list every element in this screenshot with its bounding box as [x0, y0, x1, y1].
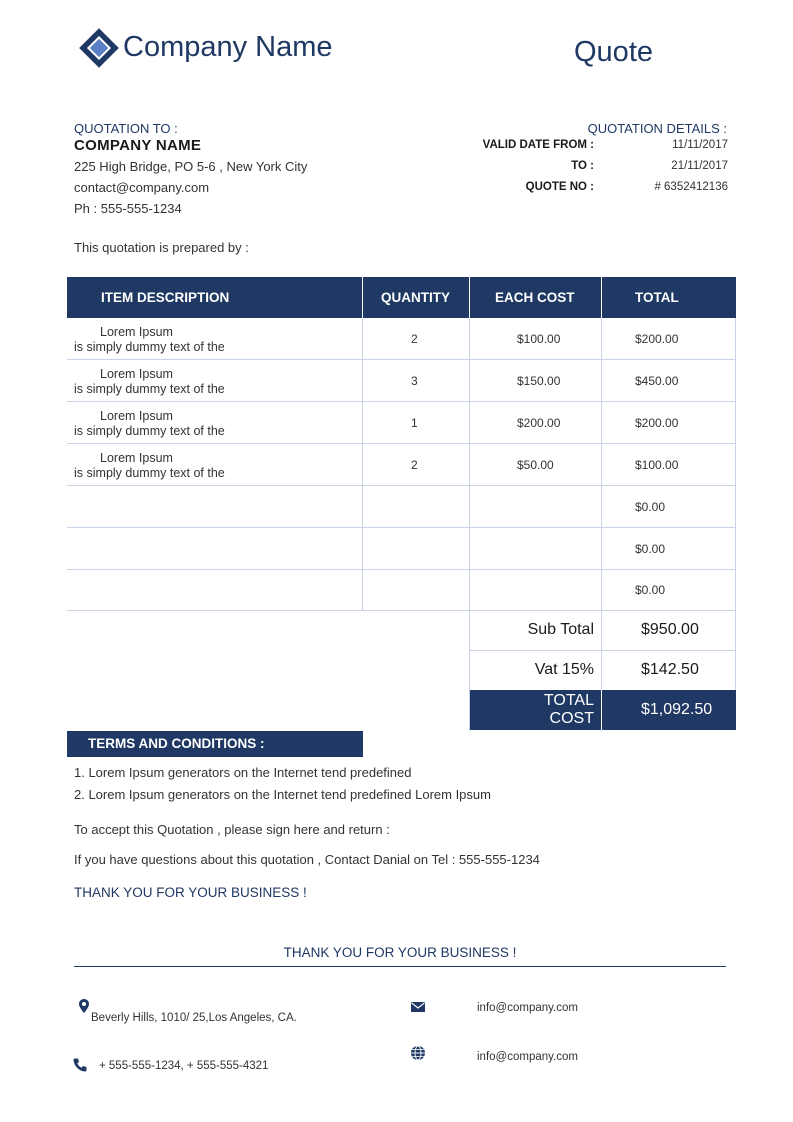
grand-total-box: [470, 690, 736, 730]
globe-icon: [410, 1045, 426, 1061]
table-row: [67, 528, 736, 570]
detail-value: 21/11/2017: [671, 160, 728, 172]
vat-label: Vat 15%: [534, 661, 594, 678]
grand-total-label: TOTAL COST: [543, 692, 594, 727]
header-each-cost: EACH COST: [495, 290, 575, 305]
item-name: Lorem Ipsum: [100, 325, 173, 339]
item-quantity: 2: [411, 458, 418, 472]
item-each-cost: $150.00: [517, 374, 561, 388]
item-name: Lorem Ipsum: [100, 451, 173, 465]
item-quantity: 1: [411, 416, 418, 430]
prepared-by-text: This quotation is prepared by :: [74, 240, 249, 255]
table-row: [67, 444, 736, 486]
item-description: is simply dummy text of the: [74, 466, 225, 480]
footer-phones: + 555-555-1234, + 555-555-4321: [99, 1060, 269, 1072]
company-name-heading: Company Name: [123, 31, 333, 63]
footer-thank-you: THANK YOU FOR YOUR BUSINESS !: [283, 945, 517, 960]
detail-key: VALID DATE FROM :: [482, 139, 594, 151]
location-pin-icon: [76, 998, 92, 1014]
phone-icon: [72, 1057, 88, 1073]
detail-value: # 6352412136: [654, 181, 728, 193]
item-each-cost: $100.00: [517, 332, 561, 346]
detail-key: QUOTE NO :: [525, 181, 594, 193]
item-total: $200.00: [635, 332, 679, 346]
table-row: [67, 360, 736, 402]
diamond-logo-icon: [78, 27, 120, 69]
item-quantity: 3: [411, 374, 418, 388]
detail-value: 11/11/2017: [672, 139, 728, 151]
header-item-description: ITEM DESCRIPTION: [101, 290, 230, 305]
item-description: is simply dummy text of the: [74, 340, 225, 354]
item-total: $0.00: [635, 583, 666, 597]
subtotal-value: $950.00: [641, 621, 699, 638]
questions-text: If you have questions about this quotation , Contact Danial on Tel : 555-555-1234: [74, 852, 540, 867]
document-title: Quote: [574, 36, 653, 68]
client-company-name: COMPANY NAME: [74, 137, 202, 154]
footer-divider: [74, 966, 726, 967]
item-name: Lorem Ipsum: [100, 409, 173, 423]
table-row: [67, 486, 736, 528]
terms-heading: TERMS AND CONDITIONS :: [67, 731, 363, 757]
header-total: TOTAL: [635, 290, 679, 305]
item-description: is simply dummy text of the: [74, 382, 225, 396]
quotation-to-label: QUOTATION TO :: [74, 121, 178, 136]
detail-row-valid-from: [440, 139, 728, 155]
item-total: $200.00: [635, 416, 679, 430]
footer-email: info@company.com: [477, 1002, 578, 1014]
item-each-cost: $200.00: [517, 416, 561, 430]
client-address: 225 High Bridge, PO 5-6 , New York City: [74, 159, 308, 174]
table-header: [67, 277, 736, 318]
item-total: $0.00: [635, 542, 666, 556]
item-quantity: 2: [411, 332, 418, 346]
table-row: [67, 402, 736, 444]
vat-value: $142.50: [641, 661, 699, 678]
detail-key: TO :: [571, 160, 594, 172]
subtotal-label: Sub Total: [527, 621, 594, 638]
client-phone: Ph : 555-555-1234: [74, 201, 182, 216]
footer-website: info@company.com: [477, 1051, 578, 1063]
table-row: [67, 318, 736, 360]
footer-address: Beverly Hills, 1010/ 25,Los Angeles, CA.: [91, 1012, 297, 1024]
terms-item-2: 2. Lorem Ipsum generators on the Internet tend predefined Lorem Ipsum: [74, 787, 491, 802]
quotation-details-label: QUOTATION DETAILS :: [587, 121, 727, 136]
header-quantity: QUANTITY: [381, 290, 450, 305]
item-total: $0.00: [635, 500, 666, 514]
item-total: $100.00: [635, 458, 679, 472]
item-each-cost: $50.00: [517, 458, 554, 472]
mail-icon: [410, 999, 426, 1015]
item-total: $450.00: [635, 374, 679, 388]
thank-you-text: THANK YOU FOR YOUR BUSINESS !: [74, 885, 307, 900]
client-email: contact@company.com: [74, 180, 210, 195]
accept-text: To accept this Quotation , please sign here and return :: [74, 822, 390, 837]
terms-item-1: 1. Lorem Ipsum generators on the Internet tend predefined: [74, 765, 412, 780]
item-name: Lorem Ipsum: [100, 367, 173, 381]
table-row: [67, 570, 736, 611]
item-description: is simply dummy text of the: [74, 424, 225, 438]
detail-row-valid-to: [440, 160, 728, 176]
detail-row-quote-no: [440, 181, 728, 197]
grand-total-value: $1,092.50: [641, 701, 713, 718]
